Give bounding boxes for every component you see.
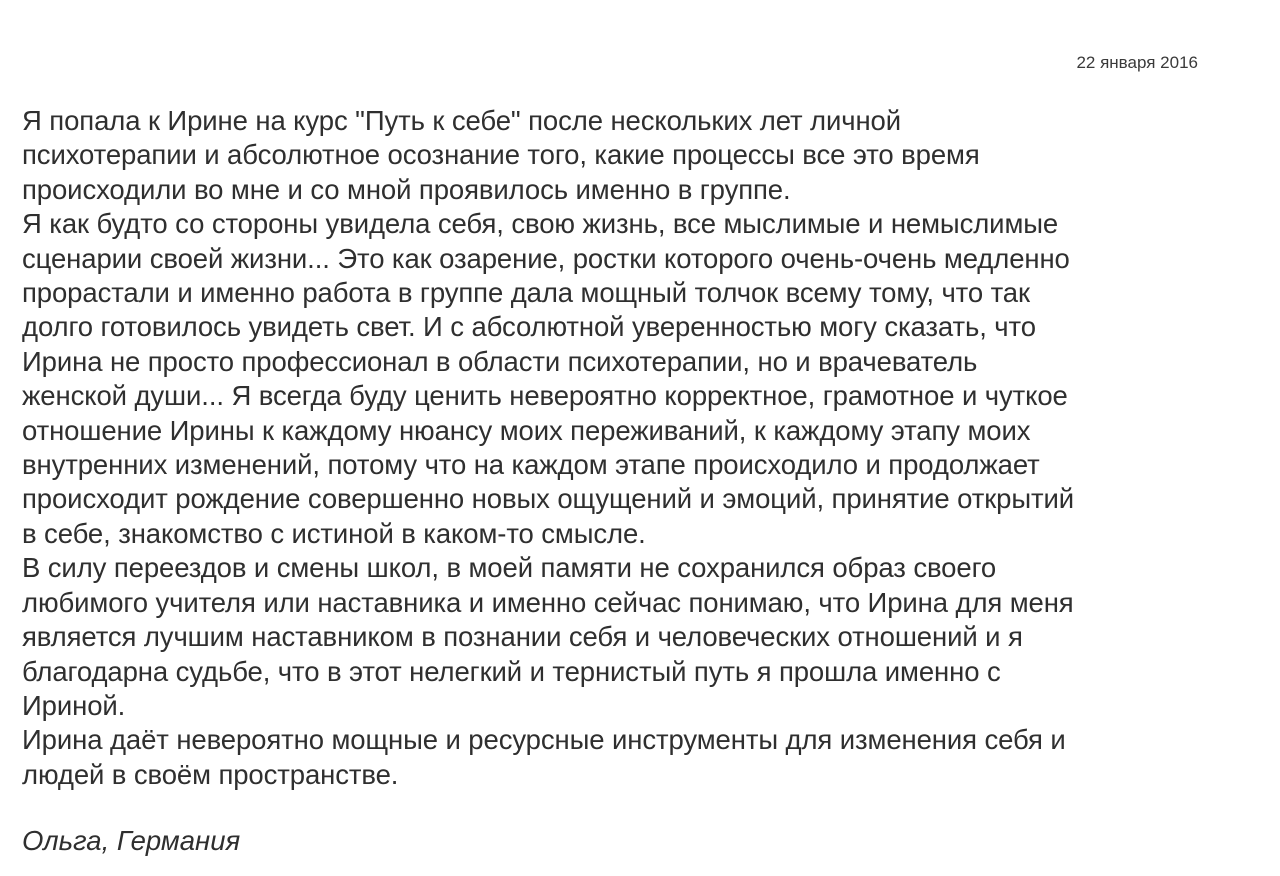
review-line: любимого учителя или наставника и именно сейчас понимаю, что Ирина для меня — [22, 586, 1074, 618]
review-line: является лучшим наставником в познании себя и человеческих отношений и я — [22, 621, 1023, 653]
review-line: Я попала к Ирине на курс "Путь к себе" после нескольких лет личной — [22, 105, 902, 136]
review-line: женской души... Я всегда буду ценить невероятно корректное, грамотное и чуткое — [22, 380, 1068, 412]
review-line: людей в своём пространстве. — [22, 758, 399, 790]
review-line: Я как будто со стороны увидела себя, свою жизнь, все мыслимые и немыслимые — [22, 208, 1059, 240]
review-line: в себе, знакомство с истиной в каком-то смысле. — [22, 517, 646, 549]
review-line: психотерапии и абсолютное осознание того, какие процессы все это время — [22, 139, 980, 171]
review-line: Ирина не просто профессионал в области психотерапии, но и врачеватель — [22, 345, 978, 377]
review-text — [22, 104, 1222, 792]
review-line: прорастали и именно работа в группе дала мощный толчок всему тому, что так — [22, 277, 1030, 309]
review-line: внутренних изменений, потому что на каждом этапе происходило и продолжает — [22, 449, 1040, 481]
review-date: 22 января 2016 — [1076, 53, 1198, 72]
review-line: Ириной. — [22, 689, 126, 721]
review-line: сценарии своей жизни... Это как озарение, ростки которого очень-очень медленно — [22, 242, 1070, 274]
review-line: происходили во мне и со мной проявилось именно в группе. — [22, 173, 791, 205]
review-line: долго готовилось увидеть свет. И с абсолютной уверенностью могу сказать, что — [22, 311, 1036, 343]
review-author: Ольга, Германия — [22, 825, 241, 856]
review-line: В силу переездов и смены школ, в моей памяти не сохранился образ своего — [22, 552, 997, 584]
review-line: происходит рождение совершенно новых ощущений и эмоций, принятие открытий — [22, 483, 1075, 515]
review-line: благодарна судьбе, что в этот нелегкий и тернистый путь я прошла именно с — [22, 655, 1001, 687]
review-line: отношение Ирины к каждому нюансу моих переживаний, к каждому этапу моих — [22, 414, 1031, 446]
review-line: Ирина даёт невероятно мощные и ресурсные инструменты для изменения себя и — [22, 724, 1066, 756]
